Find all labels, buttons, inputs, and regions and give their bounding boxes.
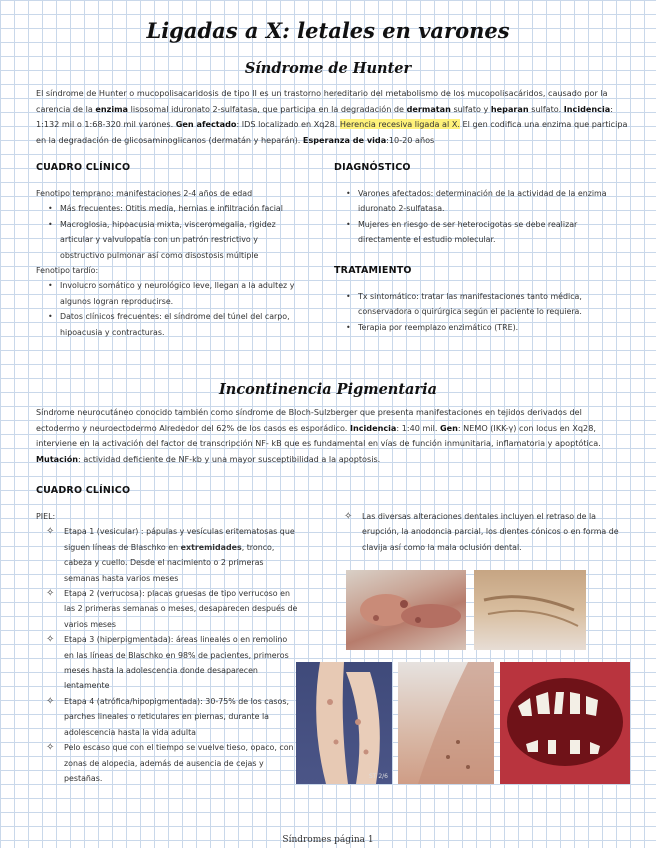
photo-arm-lesions	[346, 570, 466, 650]
diamond-bullet-icon: ✧	[344, 511, 353, 522]
list-item: • Varones afectados: determinación de la actividad de la enzima iduronato 2-sulfatasa.	[342, 186, 624, 217]
diamond-bullet-icon: ✧	[46, 634, 55, 646]
photo-skin-hyperpigmented	[474, 570, 586, 650]
list-item: ✧ Etapa 2 (verrucosa): placas gruesas de tipo verrucoso en las 2 primeras semanas o meses, desaparecen después de varios meses	[46, 588, 298, 629]
legs-icon	[296, 662, 392, 784]
page-footer: Síndromes página 1	[282, 835, 374, 845]
list-item: • Más frecuentes: Otitis media, hernias e infiltración facial	[44, 201, 296, 216]
diamond-bullet-icon: ✧	[46, 526, 55, 538]
diamond-bullet-icon: ✧	[46, 588, 55, 600]
inheritance-highlight: Herencia recesiva ligada al X.	[339, 119, 460, 130]
incontinence-title: Incontinencia Pigmentaria	[219, 381, 437, 398]
list-item: ✧ Etapa 1 (vesicular) : pápulas y vesículas eritematosas que siguen líneas de Blaschko en extremidades, tronco, cabeza y cuello. Desde el nacimiento o 2 primeras semanas hasta varios meses	[46, 526, 295, 583]
photo-label: ST 2/6	[368, 773, 388, 780]
diamond-bullet-icon: ✧	[46, 695, 55, 707]
arm-lesions-icon	[346, 570, 466, 650]
list-item: • Involucro somático y neurológico leve, llegan a la adultez y algunos logran reproducirse.	[44, 278, 296, 309]
ip-clinical-heading: CUADRO CLÍNICO	[36, 485, 131, 496]
photo-teeth-conical	[500, 662, 630, 784]
incontinence-intro: Síndrome neurocutáneo conocido también como síndrome de Bloch-Sulzberger que presenta manifestaciones en tejidos derivados del ectodermo y neuroectodermo Alrededor del 62% de los casos es esporádico. Incidencia: 1:40 mil. Gen: NEMO (IKK-γ) con locus en Xq28, interviene en la activación del factor de transcripción NF- kB que es fundamental en vías de función inmunitaria, inflamatoria y apoptótica. Mutación: actividad deficiente de NF-kb y una mayor susceptibilidad a la apoptosis.	[36, 407, 601, 464]
early-phenotype: Fenotipo temprano: manifestaciones 2-4 años de edad	[36, 189, 253, 198]
diamond-bullet-icon: ✧	[46, 742, 55, 754]
list-item: ✧ Pelo escaso que con el tiempo se vuelve tieso, opaco, con zonas de alopecia, además de ausencia de cejas y pestañas.	[46, 742, 294, 783]
ip-skin	[36, 509, 298, 786]
list-item: ✧ Las diversas alteraciones dentales incluyen el retraso de la erupción, la anodoncia parcial, los dientes cónicos o en forma de clavija así como la mala oclusión dental.	[344, 511, 619, 552]
diagnosis-list	[334, 186, 624, 248]
list-item: • Tx sintomático: tratar las manifestaciones tanto médica, conservadora o quirúrgica según el paciente lo requiera.	[342, 289, 624, 320]
photo-arm-pigmented	[398, 662, 494, 784]
list-item: • Macroglosia, hipoacusia mixta, visceromegalia, rigidez articular y valvulopatía con un patrón restrictivo y obstructivo pulmonar así como disostosis múltiple	[44, 217, 296, 263]
photo-legs-lesions	[296, 662, 392, 784]
diagnosis-heading: DIAGNÓSTICO	[334, 162, 411, 173]
ip-dental	[342, 509, 628, 555]
list-item: ✧ Etapa 3 (hiperpigmentada): áreas lineales o en remolino en las líneas de Blaschko en 98% de pacientes, primeros meses hasta la adolescencia donde desaparecen lentamente	[46, 634, 289, 691]
teeth-icon	[500, 662, 630, 784]
list-item: • Mujeres en riesgo de ser heterocigotas se debe realizar directamente el estudio molecular.	[342, 217, 624, 248]
hunter-clinical	[36, 186, 296, 340]
list-item: ✧ Etapa 4 (atrófica/hipopigmentada): 30-75% de los casos, parches lineales o reticulares en piernas, durante la adolescencia hasta la vida adulta	[46, 695, 289, 737]
hunter-title: Síndrome de Hunter	[244, 60, 412, 77]
hunter-intro: El síndrome de Hunter o mucopolisacaridosis de tipo II es un trastorno hereditario del metabolismo de los mucopolisacáridos, causado por la carencia de la enzima lisosomal iduronato 2-sulfatasa, que participa en la degradación de dermatan sulfato y heparan sulfato. Incidencia: 1:132 mil o 1:68-320 mil varones. Gen afectado: IDS localizado en Xq28. Herencia recesiva ligada al X. El gen codifica una enzima que participa en la degradación de glicosaminoglicanos (dermatán y heparán). Esperanza de vida:10-20 años	[36, 88, 628, 145]
skin-streaks-icon	[474, 570, 586, 650]
treatment-list	[334, 289, 624, 335]
hunter-clinical-heading: CUADRO CLÍNICO	[36, 162, 131, 173]
page-title: Ligadas a X: letales en varones	[146, 18, 510, 43]
list-item: • Terapia por reemplazo enzimático (TRE).	[342, 320, 624, 335]
arm-pigment-icon	[398, 662, 494, 784]
list-item: • Datos clínicos frecuentes: el síndrome del túnel del carpo, hipoacusia y contracturas.	[44, 309, 296, 340]
late-phenotype: Fenotipo tardío:	[36, 266, 99, 276]
treatment-heading: TRATAMIENTO	[334, 265, 412, 276]
skin-label: PIEL:	[36, 512, 56, 521]
